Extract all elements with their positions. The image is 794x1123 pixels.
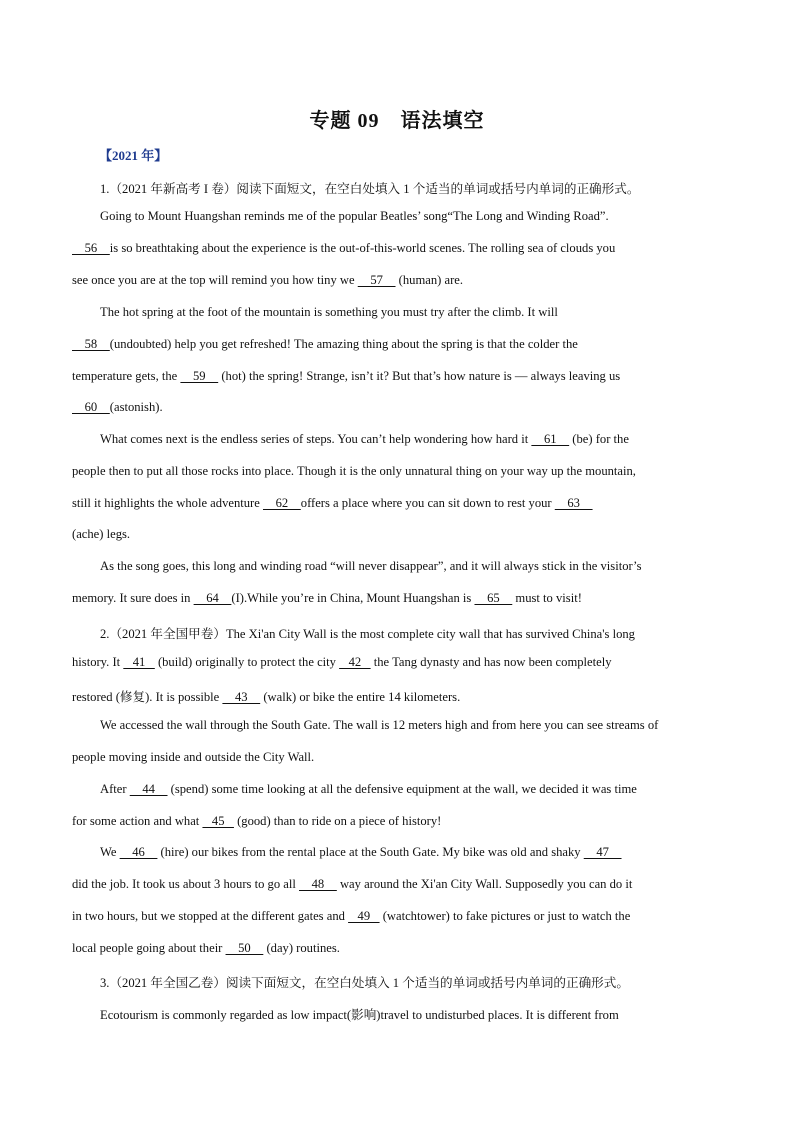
text-line: restored (修复). It is possible 43 (walk) or bike the entire 14 kilometers. [72,690,461,704]
text-line: What comes next is the endless series of steps. You can’t help wondering how hard it 61 (be) for the [100,432,629,446]
answer-blank[interactable]: 48 [299,877,337,891]
text-line: 58 (undoubted) help you get refreshed! The amazing thing about the spring is that the colder the [72,337,578,351]
text-line: local people going about their 50 (day) routines. [72,941,340,955]
answer-blank[interactable]: 47 [583,845,622,859]
page-title: 专题 09 语法填空 [309,110,485,132]
text-line: 60 (astonish). [72,400,163,414]
answer-blank[interactable]: 64 [193,591,232,605]
text-line: history. It 41 (build) originally to protect the city 42 the Tang dynasty and has now been completely [72,655,612,669]
answer-blank[interactable]: 56 [72,241,110,255]
answer-blank[interactable]: 50 [225,941,264,955]
text-line: (ache) legs. [72,527,131,541]
text-line: The hot spring at the foot of the mountain is something you must try after the climb. It will [100,305,558,319]
text-line: Going to Mount Huangshan reminds me of the popular Beatles’ song“The Long and Winding Road”. [100,209,609,223]
answer-blank[interactable]: 57 [357,273,396,287]
answer-blank[interactable]: 59 [180,369,219,383]
text-line: We accessed the wall through the South Gate. The wall is 12 meters high and from here you can see streams of [100,718,659,732]
text-line: memory. It sure does in 64 (I).While you’re in China, Mount Huangshan is 65 must to visit! [72,591,582,605]
answer-blank[interactable]: 62 [262,496,301,510]
text-line: As the song goes, this long and winding road “will never disappear”, and it will always stick in the visitor’s [100,559,642,573]
answer-blank[interactable]: 41 [123,655,155,669]
text-line: 3.（2021 年全国乙卷）阅读下面短文，在空白处填入 1 个适当的单词或括号内单词的正确形式。 [100,976,629,990]
text-line: people moving inside and outside the City Wall. [72,750,315,764]
text-line: people then to put all those rocks into place. Though it is the only unnatural thing on your way up the mountain, [72,464,636,478]
text-line: did the job. It took us about 3 hours to go all 48 way around the Xi'an City Wall. Supposedly you can do it [72,877,633,891]
text-line: in two hours, but we stopped at the different gates and 49 (watchtower) to fake pictures or just to watch the [72,909,631,923]
text-line: Ecotourism is commonly regarded as low impact(影响)travel to undisturbed places. It is different from [100,1008,619,1022]
text-line: We 46 (hire) our bikes from the rental place at the South Gate. My bike was old and shaky 47 [100,845,622,859]
answer-blank[interactable]: 42 [339,655,371,669]
text-line: 56 is so breathtaking about the experience is the out-of-this-world scenes. The rolling sea of clouds you [72,241,616,255]
answer-blank[interactable]: 58 [72,337,110,351]
answer-blank[interactable]: 46 [119,845,158,859]
answer-blank[interactable]: 63 [554,496,593,510]
text-line: for some action and what 45 (good) than to ride on a piece of history! [72,814,442,828]
answer-blank[interactable]: 45 [202,814,234,828]
text-line: see once you are at the top will remind you how tiny we 57 (human) are. [72,273,463,287]
answer-blank[interactable]: 43 [222,690,261,704]
answer-blank[interactable]: 49 [348,909,380,923]
answer-blank[interactable]: 65 [474,591,513,605]
answer-blank[interactable]: 61 [531,432,570,446]
text-line: 2.（2021 年全国甲卷）The Xi'an City Wall is the most complete city wall that has survived China's long [100,627,635,641]
text-line: still it highlights the whole adventure 62 offers a place where you can sit down to rest your 63 [72,496,593,510]
text-line: temperature gets, the 59 (hot) the spring! Strange, isn’t it? But that’s how nature is — always leaving us [72,369,621,383]
text-line: 1.（2021 年新高考 I 卷）阅读下面短文，在空白处填入 1 个适当的单词或括号内单词的正确形式。 [100,182,640,196]
text-line: After 44 (spend) some time looking at all the defensive equipment at the wall, we decided it was time [100,782,637,796]
year-heading: 【2021 年】 [99,148,168,163]
answer-blank[interactable]: 60 [72,400,110,414]
answer-blank[interactable]: 44 [129,782,168,796]
